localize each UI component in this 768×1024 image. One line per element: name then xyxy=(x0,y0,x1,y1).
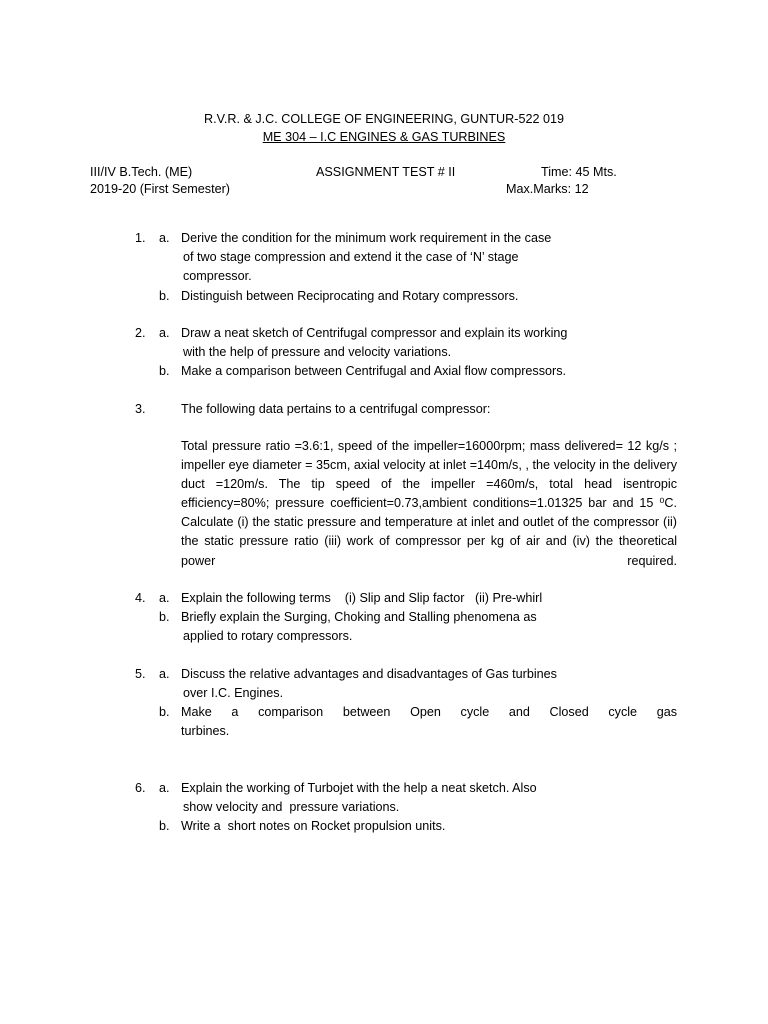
test-label: ASSIGNMENT TEST # II xyxy=(316,165,456,179)
course-title-text: ME 304 – I.C ENGINES & GAS TURBINES xyxy=(262,130,506,144)
q1a-label: a. xyxy=(159,231,170,245)
q2b-label: b. xyxy=(159,364,170,378)
q3-data-paragraph: Total pressure ratio =3.6:1, speed of the impeller=16000rpm; mass delivered= 12 kg/s ; impeller eye diameter = 35cm, axial velocity at inlet =140m/s, , the velocity in the delivery duct =120m/s. The tip speed of the impeller =460m/s, total head isentropic efficiency=80%; pressure coefficient=0.73,ambient conditions=1.01325 bar and 15 ⁰C. Calculate (i) the static pressure and temperature at inlet and outlet of the compressor (ii) the static pressure ratio (iii) work of compressor per kg of air and (iv) the theoretical power required. xyxy=(181,439,677,568)
q4-number: 4. xyxy=(135,591,146,605)
q6b-line-1: Write a short notes on Rocket propulsion units. xyxy=(181,819,446,833)
q6-number: 6. xyxy=(135,781,146,795)
q5b-line-2: turbines. xyxy=(181,724,230,738)
semester-label: 2019-20 (First Semester) xyxy=(90,182,230,196)
q6a-line-2: show velocity and pressure variations. xyxy=(183,800,400,814)
q6b-label: b. xyxy=(159,819,170,833)
q4a-label: a. xyxy=(159,591,170,605)
q6a-line-1: Explain the working of Turbojet with the help a neat sketch. Also xyxy=(181,781,537,795)
time-label: Time: 45 Mts. xyxy=(541,165,617,179)
q4b-line-2: applied to rotary compressors. xyxy=(183,629,353,643)
q3-number: 3. xyxy=(135,402,146,416)
q5a-line-1: Discuss the relative advantages and disadvantages of Gas turbines xyxy=(181,667,557,681)
q2b-line-1: Make a comparison between Centrifugal and Axial flow compressors. xyxy=(181,364,566,378)
q5b-line-1: Make a comparison between Open cycle and Closed cycle gas xyxy=(181,705,677,719)
course-title xyxy=(0,128,768,146)
q4a-line-1: Explain the following terms (i) Slip and Slip factor (ii) Pre-whirl xyxy=(181,591,543,605)
college-name: R.V.R. & J.C. COLLEGE OF ENGINEERING, GUNTUR-522 019 xyxy=(204,112,564,126)
q2-number: 2. xyxy=(135,326,146,340)
q4b-line-1: Briefly explain the Surging, Choking and Stalling phenomena as xyxy=(181,610,537,624)
q5a-line-2: over I.C. Engines. xyxy=(183,686,284,700)
q1a-line-3: compressor. xyxy=(183,269,252,283)
q1a-line-1: Derive the condition for the minimum work requirement in the case xyxy=(181,231,552,245)
q1b-line-1: Distinguish between Reciprocating and Rotary compressors. xyxy=(181,289,519,303)
q2a-line-1: Draw a neat sketch of Centrifugal compressor and explain its working xyxy=(181,326,568,340)
q1b-label: b. xyxy=(159,289,170,303)
q2a-label: a. xyxy=(159,326,170,340)
q5a-label: a. xyxy=(159,667,170,681)
q5b-label: b. xyxy=(159,705,170,719)
q1-number: 1. xyxy=(135,231,146,245)
q1a-line-2: of two stage compression and extend it the case of ‘N’ stage xyxy=(183,250,519,264)
q6a-label: a. xyxy=(159,781,170,795)
class-label: III/IV B.Tech. (ME) xyxy=(90,165,193,179)
marks-label: Max.Marks: 12 xyxy=(506,182,589,196)
q2a-line-2: with the help of pressure and velocity variations. xyxy=(183,345,452,359)
q4b-label: b. xyxy=(159,610,170,624)
q5-number: 5. xyxy=(135,667,146,681)
q3-intro: The following data pertains to a centrifugal compressor: xyxy=(181,402,491,416)
